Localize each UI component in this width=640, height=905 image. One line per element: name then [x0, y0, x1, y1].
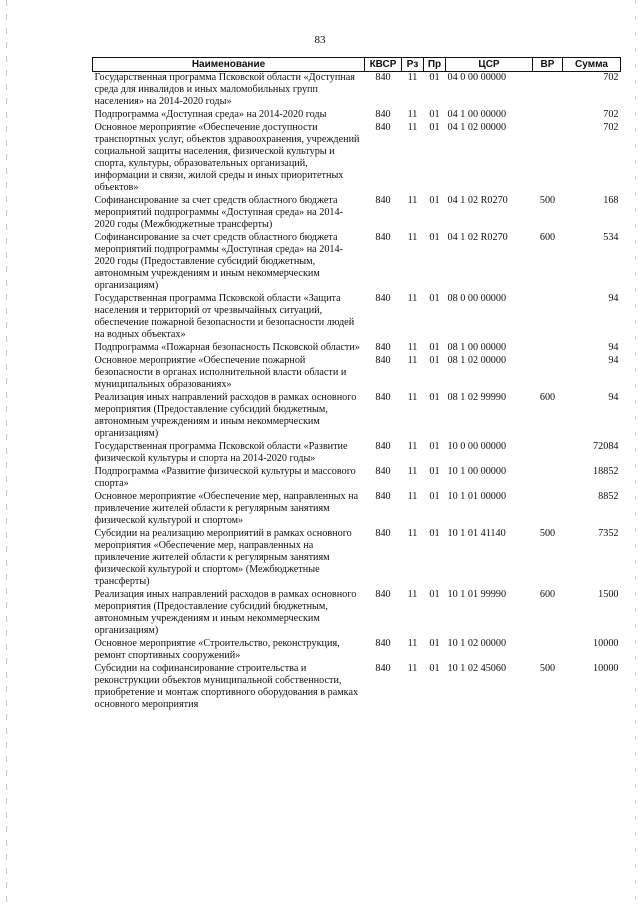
cell-vr: [533, 638, 563, 663]
table-row: [93, 491, 621, 528]
cell-kvsr: 840: [375, 441, 391, 452]
cell-csr: 08 1 00 00000: [447, 342, 507, 353]
cell-kvsr: 840: [375, 232, 391, 243]
cell-sum: 702: [603, 122, 619, 133]
cell-vr: 600: [539, 392, 556, 403]
cell-pr: 01: [429, 72, 440, 83]
table-row: [93, 638, 621, 663]
cell-kvsr: 840: [375, 589, 391, 600]
cell-csr: 10 0 00 00000: [447, 441, 507, 452]
cell-name: Реализация иных направлений расходов в рамках основного мероприятия (Предоставление субсидий бюджетным, автономным учреждениям и иным некоммерческим организациям): [94, 589, 357, 636]
cell-csr: 04 1 00 00000: [447, 109, 507, 120]
table-row: [93, 441, 621, 466]
cell-csr: 04 1 02 R0270: [447, 195, 508, 206]
cell-name: Государственная программа Псковской области «Доступная среда для инвалидов и иных маломобильных групп населения» на 2014-2020 годы»: [94, 72, 355, 107]
cell-pr: 01: [429, 355, 440, 366]
cell-csr: 08 0 00 00000: [447, 293, 507, 304]
table-row: [93, 72, 621, 110]
cell-kvsr: 840: [375, 195, 391, 206]
cell-pr: 01: [429, 528, 440, 539]
cell-kvsr: 840: [375, 109, 391, 120]
cell-kvsr: 840: [375, 293, 391, 304]
cell-pr: 01: [429, 638, 440, 649]
cell-rz: 11: [407, 528, 418, 539]
cell-pr: 01: [429, 122, 440, 133]
cell-rz: 11: [407, 355, 418, 366]
cell-csr: 08 1 02 99990: [447, 392, 507, 403]
cell-sum: 94: [608, 355, 619, 366]
scan-edge-left: [6, 0, 7, 905]
cell-rz: 11: [407, 293, 418, 304]
cell-rz: 11: [407, 491, 418, 502]
cell-kvsr: 840: [375, 72, 391, 83]
cell-sum: 7352: [598, 528, 619, 539]
table-row: [93, 122, 621, 195]
cell-sum: 10000: [593, 663, 619, 674]
cell-rz: 11: [407, 72, 418, 83]
table-row: [93, 392, 621, 441]
cell-pr: 01: [429, 293, 440, 304]
page-number: 83: [314, 34, 326, 46]
header-pr: Пр: [424, 58, 446, 72]
cell-name: Реализация иных направлений расходов в рамках основного мероприятия (Предоставление субсидий бюджетным, автономным учреждениям и иным некоммерческим организациям): [94, 392, 357, 439]
cell-vr: 500: [539, 195, 556, 206]
cell-name: Подпрограмма «Пожарная безопасность Псковской области»: [94, 342, 360, 353]
cell-name: Основное мероприятие «Обеспечение мер, направленных на привлечение жителей области к регулярным занятиям физической культурой и спортом»: [94, 491, 359, 526]
cell-vr: [533, 293, 563, 342]
cell-kvsr: 840: [375, 122, 391, 133]
cell-csr: 04 0 00 00000: [447, 72, 507, 83]
scan-edge-right: [635, 0, 636, 905]
cell-vr: [533, 355, 563, 392]
cell-sum: 94: [608, 392, 619, 403]
table-row: [93, 232, 621, 293]
cell-pr: 01: [429, 232, 440, 243]
cell-rz: 11: [407, 441, 418, 452]
cell-name: Подпрограмма «Доступная среда» на 2014-2020 годы: [94, 109, 327, 120]
cell-csr: 10 1 02 00000: [447, 638, 507, 649]
cell-rz: 11: [407, 232, 418, 243]
table-row: [93, 355, 621, 392]
cell-kvsr: 840: [375, 342, 391, 353]
cell-rz: 11: [407, 109, 418, 120]
header-csr: ЦСР: [446, 58, 533, 72]
table-header-row: [93, 58, 621, 72]
cell-name: Государственная программа Псковской области «Развитие физической культуры и спорта на 2014-2020 годы»: [94, 441, 348, 464]
cell-name: Основное мероприятие «Обеспечение пожарной безопасности в органах исполнительной власти области и муниципальных образованиях»: [94, 355, 347, 390]
cell-sum: 534: [603, 232, 619, 243]
cell-csr: 10 1 01 99990: [447, 589, 507, 600]
cell-sum: 8852: [598, 491, 619, 502]
cell-csr: 08 1 02 00000: [447, 355, 507, 366]
cell-vr: [533, 109, 563, 122]
cell-csr: 10 1 01 41140: [447, 528, 506, 539]
cell-kvsr: 840: [375, 663, 391, 674]
cell-rz: 11: [407, 466, 418, 477]
cell-csr: 04 1 02 00000: [447, 122, 507, 133]
cell-pr: 01: [429, 466, 440, 477]
cell-rz: 11: [407, 392, 418, 403]
cell-sum: 168: [603, 195, 619, 206]
cell-sum: 18852: [593, 466, 619, 477]
cell-pr: 01: [429, 491, 440, 502]
cell-pr: 01: [429, 195, 440, 206]
cell-sum: 94: [608, 342, 619, 353]
table-row: [93, 663, 621, 712]
cell-kvsr: 840: [375, 638, 391, 649]
cell-sum: 1500: [598, 589, 619, 600]
header-sum: Сумма: [563, 58, 621, 72]
header-rz: Рз: [402, 58, 424, 72]
table-row: [93, 293, 621, 342]
table-row: [93, 109, 621, 122]
cell-vr: [533, 342, 563, 355]
table-row: [93, 195, 621, 232]
header-name: Наименование: [93, 58, 365, 72]
cell-rz: 11: [407, 663, 418, 674]
cell-vr: 600: [539, 232, 556, 243]
cell-sum: 702: [603, 109, 619, 120]
cell-name: Подпрограмма «Развитие физической культуры и массового спорта»: [94, 466, 356, 489]
cell-vr: 500: [539, 663, 556, 674]
cell-name: Софинансирование за счет средств областного бюджета мероприятий подпрограммы «Доступная среда» на 2014-2020 годы (Межбюджетные трансферты): [94, 195, 344, 230]
cell-pr: 01: [429, 342, 440, 353]
cell-name: Государственная программа Псковской области «Защита населения и территорий от чрезвычайных ситуаций, обеспечение пожарной безопасности и безопасности людей на водных объектах»: [94, 293, 355, 340]
table-row: [93, 589, 621, 638]
cell-sum: 702: [603, 72, 619, 83]
cell-sum: 94: [608, 293, 619, 304]
cell-rz: 11: [407, 195, 418, 206]
cell-name: Основное мероприятие «Обеспечение доступности транспортных услуг, объектов здравоохранения, учреждений социальной защиты населения, физической культуры и спорта, культуры, образовательных организаций, информации и связи, жилой среды и иных приоритетных объектов»: [94, 122, 360, 193]
cell-vr: [533, 441, 563, 466]
cell-csr: 04 1 02 R0270: [447, 232, 508, 243]
cell-pr: 01: [429, 589, 440, 600]
cell-pr: 01: [429, 109, 440, 120]
cell-vr: [533, 72, 563, 110]
cell-kvsr: 840: [375, 491, 391, 502]
header-kvsr: КВСР: [365, 58, 402, 72]
cell-vr: [533, 491, 563, 528]
cell-kvsr: 840: [375, 528, 391, 539]
cell-csr: 10 1 02 45060: [447, 663, 507, 674]
cell-name: Софинансирование за счет средств областного бюджета мероприятий подпрограммы «Доступная среда» на 2014-2020 годы (Предоставление субсидий бюджетным, автономным учреждениям и иным некоммерческим организациям): [94, 232, 344, 291]
cell-rz: 11: [407, 122, 418, 133]
cell-sum: 72084: [593, 441, 619, 452]
cell-sum: 10000: [593, 638, 619, 649]
budget-table: [92, 57, 621, 712]
cell-pr: 01: [429, 441, 440, 452]
cell-rz: 11: [407, 342, 418, 353]
cell-kvsr: 840: [375, 466, 391, 477]
cell-pr: 01: [429, 663, 440, 674]
cell-name: Основное мероприятие «Строительство, реконструкция, ремонт спортивных сооружений»: [94, 638, 340, 661]
cell-csr: 10 1 01 00000: [447, 491, 507, 502]
cell-pr: 01: [429, 392, 440, 403]
cell-name: Субсидии на софинансирование строительства и реконструкции объектов муниципальной собственности, приобретение и монтаж спортивного оборудования в рамках основного мероприятия: [94, 663, 359, 710]
cell-vr: 500: [539, 528, 556, 539]
table-row: [93, 342, 621, 355]
cell-vr: 600: [539, 589, 556, 600]
cell-kvsr: 840: [375, 392, 391, 403]
cell-vr: [533, 466, 563, 491]
cell-rz: 11: [407, 589, 418, 600]
cell-vr: [533, 122, 563, 195]
cell-rz: 11: [407, 638, 418, 649]
cell-name: Субсидии на реализацию мероприятий в рамках основного мероприятия «Обеспечение мер, направленных на привлечение жителей области к регулярным занятиям физической культурой и спортом» (Межбюджетные трансферты): [94, 528, 352, 587]
table-row: [93, 528, 621, 589]
cell-kvsr: 840: [375, 355, 391, 366]
cell-csr: 10 1 00 00000: [447, 466, 507, 477]
header-vr: ВР: [533, 58, 563, 72]
table-row: [93, 466, 621, 491]
table-body: [93, 72, 621, 713]
